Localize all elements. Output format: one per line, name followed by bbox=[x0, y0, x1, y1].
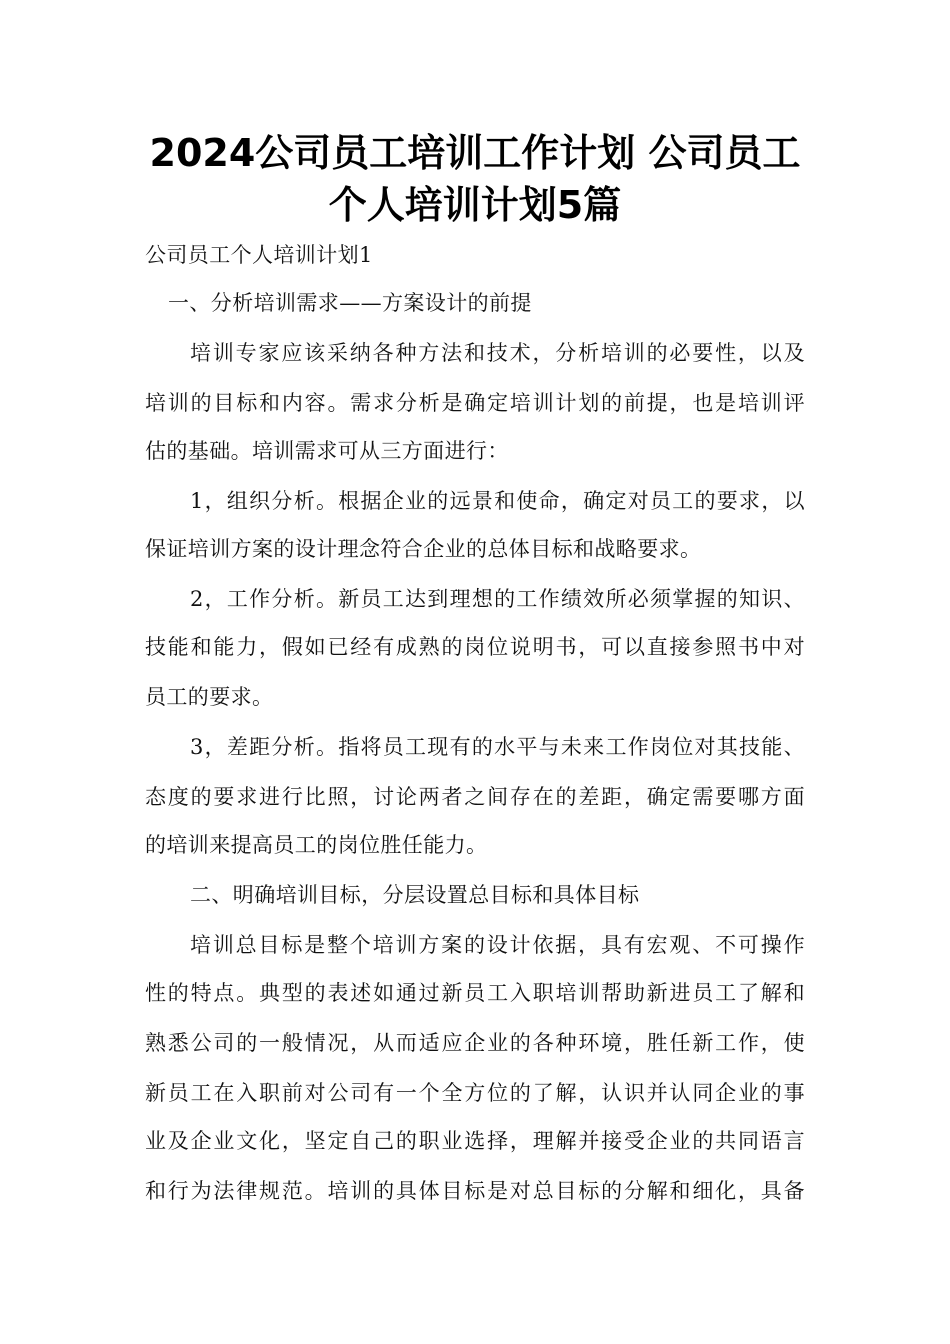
paragraph-line: 和行为法律规范。培训的具体目标是对总目标的分解和细化，具备 bbox=[145, 1179, 805, 1203]
paragraph-line: 性的特点。典型的表述如通过新员工入职培训帮助新进员工了解和 bbox=[145, 981, 805, 1005]
section-heading-1: 一、分析培训需求——方案设计的前提 bbox=[168, 291, 532, 315]
paragraph-line: 技能和能力，假如已经有成熟的岗位说明书，可以直接参照书中对 bbox=[145, 635, 805, 659]
paragraph-line: 培训专家应该采纳各种方法和技术，分析培训的必要性，以及 bbox=[190, 341, 805, 365]
section-heading-2: 二、明确培训目标，分层设置总目标和具体目标 bbox=[190, 883, 640, 907]
document-subtitle: 公司员工个人培训计划1 bbox=[145, 243, 373, 267]
paragraph-line: 新员工在入职前对公司有一个全方位的了解，认识并认同企业的事 bbox=[145, 1081, 805, 1105]
paragraph-line: 培训总目标是整个培训方案的设计依据，具有宏观、不可操作 bbox=[190, 933, 805, 957]
paragraph-line: 态度的要求进行比照，讨论两者之间存在的差距，确定需要哪方面 bbox=[145, 785, 805, 809]
paragraph-line: 2，工作分析。新员工达到理想的工作绩效所必须掌握的知识、 bbox=[190, 587, 805, 611]
paragraph-line: 培训的目标和内容。需求分析是确定培训计划的前提，也是培训评 bbox=[145, 391, 805, 415]
document-title-line-2: 个人培训计划5篇 bbox=[328, 183, 622, 227]
paragraph-line: 业及企业文化，坚定自己的职业选择，理解并接受企业的共同语言 bbox=[145, 1129, 805, 1153]
paragraph-line: 员工的要求。 bbox=[145, 685, 274, 709]
paragraph-line: 估的基础。培训需求可从三方面进行： bbox=[145, 439, 509, 463]
paragraph-line: 1，组织分析。根据企业的远景和使命，确定对员工的要求，以 bbox=[190, 489, 805, 513]
paragraph-line: 3，差距分析。指将员工现有的水平与未来工作岗位对其技能、 bbox=[190, 735, 805, 759]
paragraph-line: 的培训来提高员工的岗位胜任能力。 bbox=[145, 833, 488, 857]
paragraph-line: 熟悉公司的一般情况，从而适应企业的各种环境，胜任新工作，使 bbox=[145, 1031, 805, 1055]
paragraph-line: 保证培训方案的设计理念符合企业的总体目标和战略要求。 bbox=[145, 537, 702, 561]
document-title-line-1: 2024公司员工培训工作计划 公司员工 bbox=[149, 131, 801, 175]
